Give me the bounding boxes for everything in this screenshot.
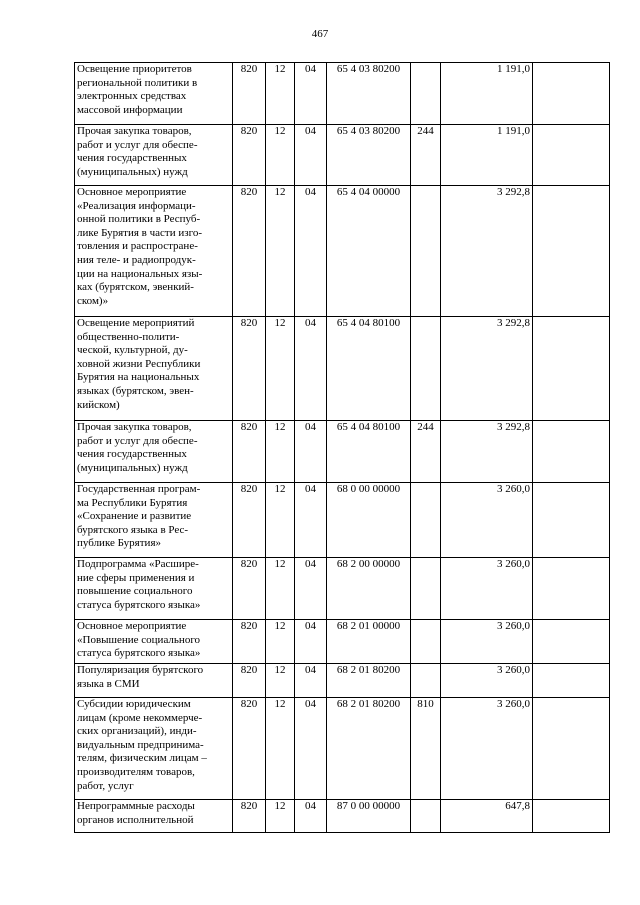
empty-cell [533,698,610,800]
section-code: 12 [266,483,295,558]
subsection-code: 04 [295,63,327,125]
section-code: 12 [266,317,295,421]
row-name-line: Освещение приоритетов [77,63,192,75]
empty-cell [533,800,610,833]
subsection-code: 04 [295,800,327,833]
row-name-line: производителям товаров, [77,765,195,778]
target-article-code: 68 2 01 80200 [327,664,411,698]
ministry-code: 820 [233,483,266,558]
row-name [75,483,233,558]
ministry-code: 820 [233,186,266,317]
empty-cell [533,317,610,421]
target-article-code: 65 4 04 80100 [327,421,411,483]
amount: 3 260,0 [441,483,533,558]
table-row [75,620,610,664]
row-name-line: работ и услуг для обеспе- [77,138,198,151]
amount: 3 292,8 [441,317,533,421]
section-code: 12 [266,125,295,186]
row-name-line: ческой, культурной, ду- [77,344,188,357]
ministry-code: 820 [233,800,266,833]
amount: 3 260,0 [441,620,533,664]
row-name-line: чения государственных [77,448,187,461]
row-name-line: (муниципальных) нужд [77,461,188,474]
row-name [75,664,233,698]
amount: 1 191,0 [441,125,533,186]
row-name-line: общественно-полити- [77,330,180,343]
empty-cell [533,421,610,483]
empty-cell [533,558,610,620]
amount: 3 260,0 [441,558,533,620]
row-name-line: ние сферы применения и [77,571,195,584]
subsection-code: 04 [295,664,327,698]
subsection-code: 04 [295,186,327,317]
row-name-line: работ, услуг [77,779,134,792]
target-article-code: 68 2 01 00000 [327,620,411,664]
row-name-line: статуса бурятского языка» [77,598,201,611]
row-name-line: Основное мероприятие [77,620,187,632]
target-article-code: 68 0 00 00000 [327,483,411,558]
row-name-line: ма Республики Бурятия [77,496,188,509]
target-article-code: 65 4 03 80200 [327,125,411,186]
row-name-line: чения государственных [77,152,187,165]
section-code: 12 [266,620,295,664]
subsection-code: 04 [295,558,327,620]
row-name-line: кийском) [77,398,120,411]
row-name-line: Прочая закупка товаров, [77,421,192,433]
row-name [75,620,233,664]
ministry-code: 820 [233,317,266,421]
row-name-line: Бурятия на национальных [77,371,200,384]
row-name-line: бурятского языка в Рес- [77,523,189,536]
table-row [75,664,610,698]
subsection-code: 04 [295,620,327,664]
row-name-line: региональной политики в [77,76,198,89]
subsection-code: 04 [295,698,327,800]
target-article-code: 68 2 01 80200 [327,698,411,800]
table-row [75,421,610,483]
expense-type-code: 244 [411,421,441,483]
target-article-code: 65 4 04 00000 [327,186,411,317]
row-name [75,186,233,317]
row-name-line: ках (бурятском, эвенкий- [77,281,194,294]
row-name-line: ховной жизни Республики [77,357,201,370]
row-name-line: языках (бурятском, эвен- [77,384,194,397]
section-code: 12 [266,800,295,833]
row-name-line: Популяризация бурятского [77,664,204,676]
subsection-code: 04 [295,483,327,558]
row-name-line: Государственная програм- [77,483,201,495]
row-name-line: публике Бурятия» [77,537,161,550]
row-name-line: повышение социального [77,585,193,598]
ministry-code: 820 [233,421,266,483]
page-number: 467 [311,28,329,40]
row-name [75,63,233,125]
row-name [75,421,233,483]
row-name-line: органов исполнительной [77,813,194,826]
section-code: 12 [266,186,295,317]
row-name-line: «Повышение социального [77,633,201,646]
subsection-code: 04 [295,125,327,186]
section-code: 12 [266,698,295,800]
table-row [75,698,610,800]
section-code: 12 [266,421,295,483]
table-row [75,125,610,186]
row-name-line: ции на национальных язы- [77,267,203,280]
expense-type-code [411,63,441,125]
row-name [75,558,233,620]
row-name-line: ния теле- и радиопродук- [77,253,196,266]
ministry-code: 820 [233,125,266,186]
table-row [75,317,610,421]
amount: 3 292,8 [441,186,533,317]
row-name-line: Освещение мероприятий [77,317,195,329]
amount: 3 260,0 [441,664,533,698]
ministry-code: 820 [233,63,266,125]
row-name-line: (муниципальных) нужд [77,165,188,178]
table-row [75,800,610,833]
expense-type-code [411,317,441,421]
subsection-code: 04 [295,421,327,483]
row-name-line: Непрограммные расходы [77,800,195,812]
section-code: 12 [266,558,295,620]
budget-table [74,62,610,833]
table-row [75,186,610,317]
row-name [75,698,233,800]
ministry-code: 820 [233,698,266,800]
row-name-line: онной политики в Респуб- [77,213,201,226]
subsection-code: 04 [295,317,327,421]
row-name [75,125,233,186]
empty-cell [533,125,610,186]
table-row [75,63,610,125]
empty-cell [533,63,610,125]
target-article-code: 65 4 04 80100 [327,317,411,421]
expense-type-code [411,664,441,698]
expense-type-code [411,186,441,317]
row-name-line: статуса бурятского языка» [77,647,201,660]
target-article-code: 65 4 03 80200 [327,63,411,125]
expense-type-code [411,558,441,620]
row-name-line: Субсидии юридическим [77,698,191,710]
amount: 3 292,8 [441,421,533,483]
expense-type-code [411,620,441,664]
row-name-line: языка в СМИ [77,677,140,690]
table-row [75,483,610,558]
row-name-line: товления и распростране- [77,240,198,253]
table-row [75,558,610,620]
amount: 1 191,0 [441,63,533,125]
target-article-code: 68 2 00 00000 [327,558,411,620]
row-name-line: «Реализация информаци- [77,199,196,212]
target-article-code: 87 0 00 00000 [327,800,411,833]
row-name-line: работ и услуг для обеспе- [77,434,198,447]
expense-type-code: 244 [411,125,441,186]
expense-type-code [411,800,441,833]
row-name [75,317,233,421]
row-name-line: массовой информации [77,103,183,116]
section-code: 12 [266,63,295,125]
section-code: 12 [266,664,295,698]
row-name-line: ском)» [77,294,109,307]
row-name-line: ских организаций), инди- [77,725,197,738]
empty-cell [533,186,610,317]
row-name-line: «Сохранение и развитие [77,510,192,523]
empty-cell [533,620,610,664]
row-name-line: Прочая закупка товаров, [77,125,192,137]
amount: 647,8 [441,800,533,833]
expense-type-code [411,483,441,558]
expense-type-code: 810 [411,698,441,800]
row-name-line: лике Бурятия в части изго- [77,226,203,239]
row-name-line: Основное мероприятие [77,186,187,198]
row-name-line: видуальным предпринима- [77,738,204,751]
row-name [75,800,233,833]
empty-cell [533,664,610,698]
ministry-code: 820 [233,664,266,698]
row-name-line: телям, физическим лицам – [77,752,207,765]
ministry-code: 820 [233,558,266,620]
ministry-code: 820 [233,620,266,664]
amount: 3 260,0 [441,698,533,800]
row-name-line: электронных средствах [77,90,187,103]
row-name-line: лицам (кроме некоммерче- [77,711,203,724]
empty-cell [533,483,610,558]
row-name-line: Подпрограмма «Расшире- [77,558,199,570]
